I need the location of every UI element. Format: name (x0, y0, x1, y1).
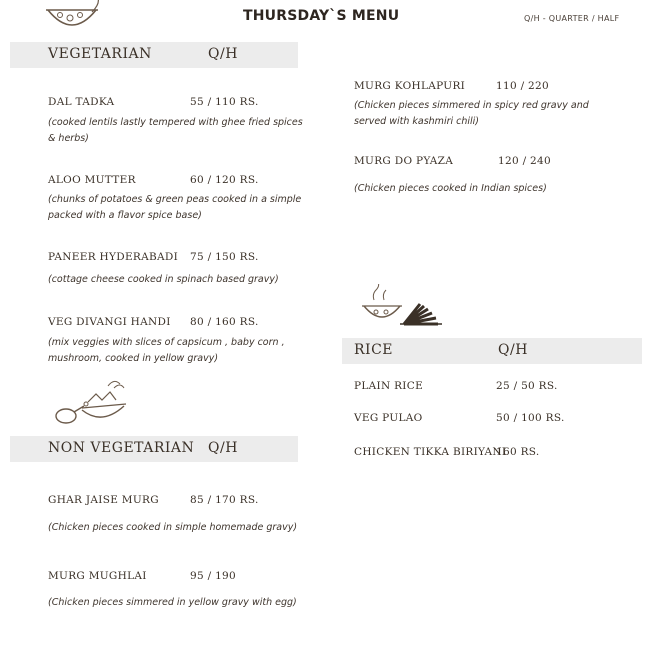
non-veg-item-name: MURG MUGHLAI (48, 570, 147, 582)
non-veg-item-price: 95 / 190 (190, 570, 237, 582)
veg-item-desc: packed with a flavor spice base) (48, 210, 202, 221)
veg-item-price: 55 / 110 RS. (190, 96, 259, 108)
vegetarian-heading: VEGETARIAN (48, 46, 152, 62)
veg-item-price: 80 / 160 RS. (190, 316, 259, 328)
rice-bowl-fan-icon (360, 284, 450, 332)
rice-item-name: VEG PULAO (354, 412, 423, 424)
veg-item-price: 75 / 150 RS. (190, 251, 259, 263)
veg-item-desc: & herbs) (48, 133, 89, 144)
rice-header-band (342, 338, 642, 364)
quarter-half-note: Q/H - QUARTER / HALF (524, 14, 620, 23)
veg-item-name: VEG DIVANGI HANDI (48, 316, 171, 328)
soup-bowl-icon (42, 0, 102, 32)
rice-item-price: 50 / 100 RS. (496, 412, 565, 424)
non-veg-item-price: 85 / 170 RS. (190, 494, 259, 506)
menu-title: THURSDAY`S MENU (243, 8, 400, 24)
non-veg-item-name: MURG KOHLAPURI (354, 80, 466, 92)
non-veg-item-desc: (Chicken pieces cooked in simple homemade gravy) (48, 522, 298, 533)
non-veg-header-band (10, 436, 298, 462)
non-veg-qh: Q/H (208, 440, 238, 456)
veg-item-name: PANEER HYDERABADI (48, 251, 179, 263)
rice-item-price: 25 / 50 RS. (496, 380, 558, 392)
veg-item-name: DAL TADKA (48, 96, 115, 108)
rice-heading: RICE (354, 342, 394, 358)
non-veg-item-name: MURG DO PYAZA (354, 155, 454, 167)
non-veg-item-price: 110 / 220 (496, 80, 549, 92)
non-veg-item-desc: (Chicken pieces cooked in Indian spices) (354, 183, 547, 194)
rice-item-name: PLAIN RICE (354, 380, 424, 392)
vegetarian-qh: Q/H (208, 46, 238, 62)
veg-item-price: 60 / 120 RS. (190, 174, 259, 186)
veg-item-desc: (chunks of potatoes & green peas cooked in a simple (48, 194, 302, 205)
non-veg-item-desc: served with kashmiri chili) (354, 116, 480, 127)
veg-item-desc: (cooked lentils lastly tempered with ghee fried spices (48, 117, 303, 128)
non-veg-item-desc: (Chicken pieces simmered in yellow gravy with egg) (48, 597, 297, 608)
veg-item-desc: mushroom, cooked in yellow gravy) (48, 353, 219, 364)
rice-item-price: 160 RS. (496, 446, 540, 458)
rice-item-name: CHICKEN TIKKA BIRIYANI (354, 446, 507, 458)
veg-item-desc: (cottage cheese cooked in spinach based gravy) (48, 274, 279, 285)
vegetarian-header-band (10, 42, 298, 68)
rice-qh: Q/H (498, 342, 528, 358)
non-veg-item-price: 120 / 240 (498, 155, 551, 167)
non-veg-item-name: GHAR JAISE MURG (48, 494, 159, 506)
chicken-leg-icon (52, 376, 132, 432)
veg-item-desc: (mix veggies with slices of capsicum , baby corn , (48, 337, 285, 348)
veg-item-name: ALOO MUTTER (48, 174, 136, 186)
non-veg-item-desc: (Chicken pieces simmered in spicy red gravy and (354, 100, 589, 111)
non-veg-heading: NON VEGETARIAN (48, 440, 195, 456)
